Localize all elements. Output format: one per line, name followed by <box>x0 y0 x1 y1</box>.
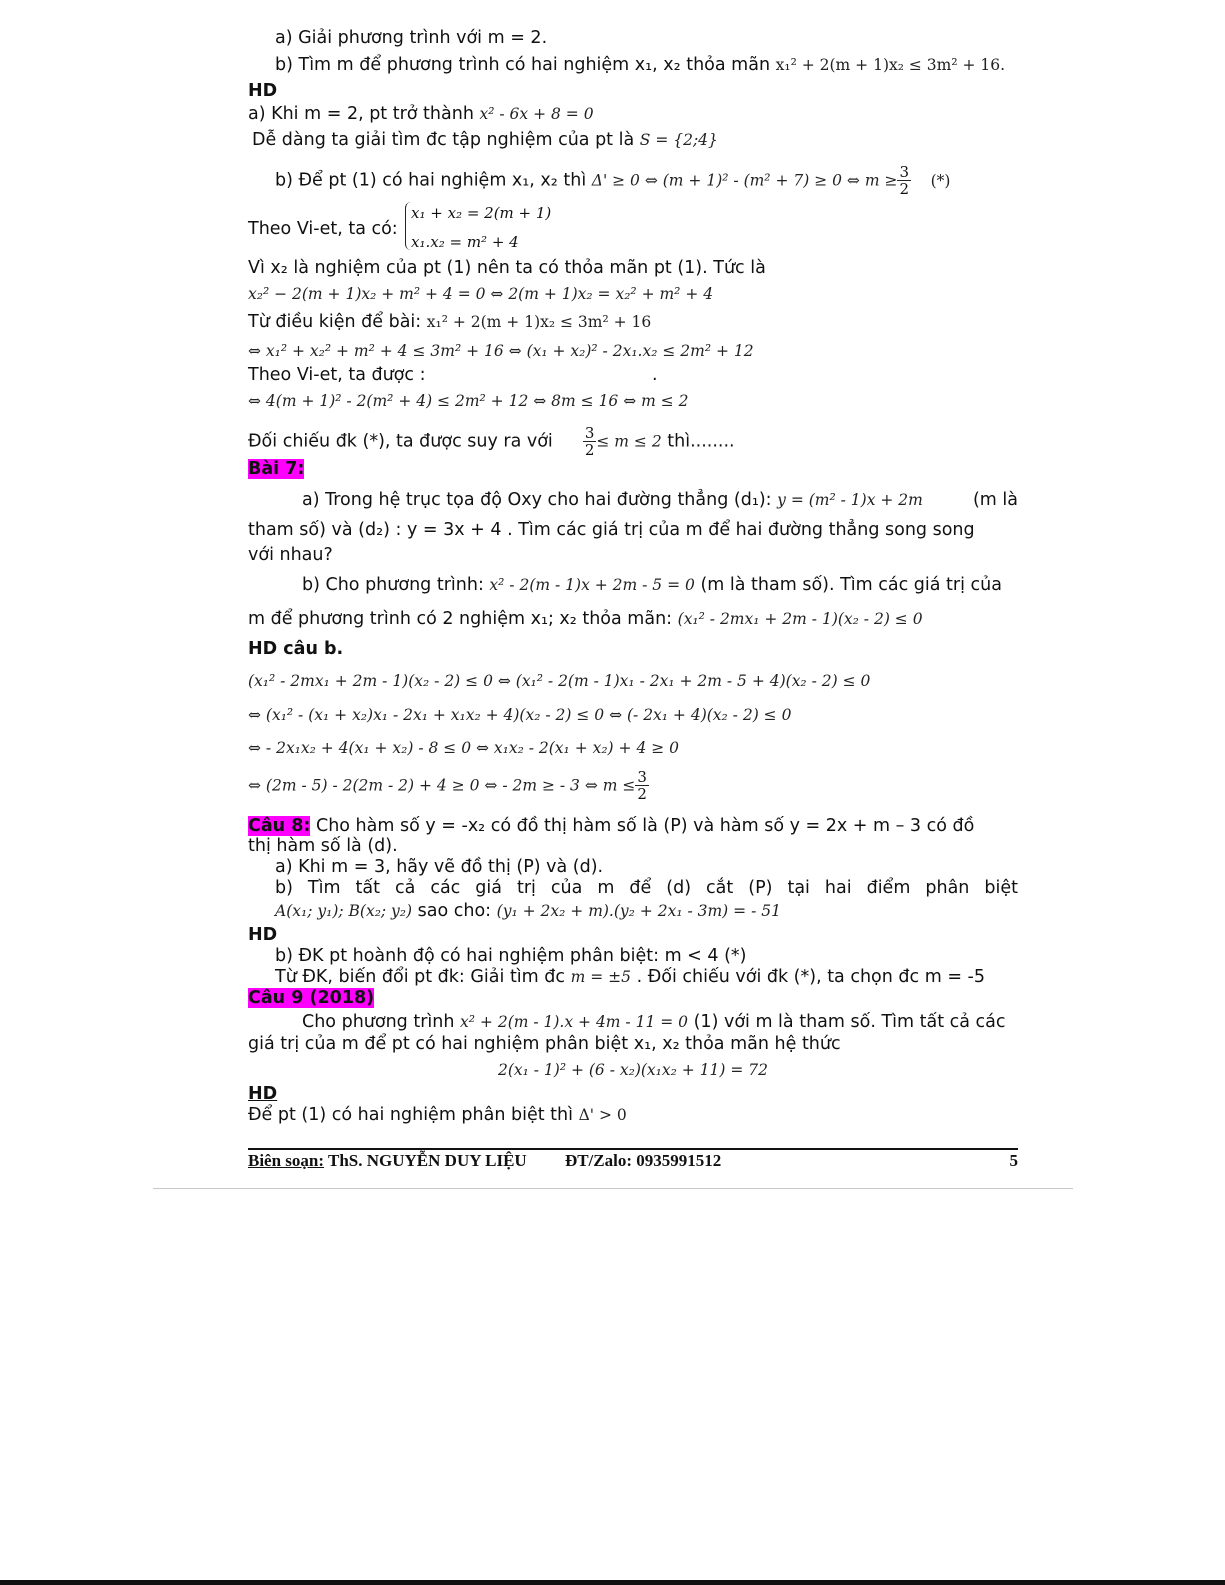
math-expression: ⇔ 4(m + 1)² - 2(m² + 4) ≤ 2m² + 12 ⇔ 8m ≤ 16 ⇔ m ≤ 2 <box>248 392 689 410</box>
math-expression: x₁² + 2(m + 1)x₂ ≤ 3m² + 16. <box>775 56 1006 74</box>
math-expression: ⇔ x₁² + x₂² + m² + 4 ≤ 3m² + 16 ⇔ (x₁ + x₂)² - 2x₁.x₂ ≤ 2m² + 12 <box>248 342 754 360</box>
footer-label: Biên soạn: <box>248 1151 325 1170</box>
text-line: Theo Vi-et, ta có: <box>248 219 398 239</box>
math-expression: (y₁ + 2x₂ + m).(y₂ + 2x₁ - 3m) = - 51 <box>496 902 781 920</box>
page-number: 5 <box>1009 1151 1018 1170</box>
math-expression: m = ±5 <box>570 968 631 986</box>
section-heading: HD <box>248 925 278 945</box>
math-expression: ⇔ - 2x₁x₂ + 4(x₁ + x₂) - 8 ≤ 0 ⇔ x₁x₂ - 2(x₁ + x₂) + 4 ≥ 0 <box>248 739 680 757</box>
text-line: a) Khi m = 2, pt trở thành x² - 6x + 8 = 0 <box>248 104 594 124</box>
text-line: a) Khi m = 3, hãy vẽ đồ thị (P) và (d). <box>275 857 604 877</box>
text-line: Theo Vi-et, ta được : . <box>248 365 658 385</box>
math-expression: x² - 6x + 8 = 0 <box>479 105 594 123</box>
footer-author: ThS. NGUYỄN DUY LIỆU <box>328 1151 527 1170</box>
fraction: $\frac{3}{2}$ <box>637 768 647 803</box>
page-footer <box>248 1150 1018 1172</box>
highlight-label: Bài 7: <box>248 459 305 479</box>
text-line: b) Tìm tất cả các giá trị của m để (d) cắt (P) tại hai điểm phân biệt <box>275 878 1018 898</box>
fraction: $\frac{3}{2}$ <box>899 163 909 198</box>
math-expression: x₂² − 2(m + 1)x₂ + m² + 4 = 0 ⇔ 2(m + 1)x₂ = x₂² + m² + 4 <box>248 285 714 303</box>
text-line: tham số) và (d₂) : y = 3x + 4 . Tìm các giá trị của m để hai đường thẳng song song <box>248 520 975 540</box>
footer-contact: ĐT/Zalo: 0935991512 <box>564 1151 722 1170</box>
math-expression: y = (m² - 1)x + 2m <box>777 491 923 509</box>
fraction: $\frac{3}{2}$ <box>584 424 595 459</box>
math-expression: Δ' > 0 <box>578 1106 627 1124</box>
exercise-heading <box>248 987 1018 1009</box>
text-line: với nhau? <box>248 545 333 565</box>
math-expression: Δ' ≥ 0 ⇔ (m + 1)² - (m² + 7) ≥ 0 ⇔ m ≥ <box>591 171 898 190</box>
section-heading: HD <box>248 81 278 101</box>
exercise-heading <box>248 458 1018 480</box>
text-line: Câu 8: Cho hàm số y = -x₂ có đồ thị hàm số là (P) và hàm số y = 2x + m – 3 có đồ <box>248 816 975 836</box>
math-expression: x² + 2(m - 1).x + 4m - 11 = 0 <box>460 1013 689 1031</box>
math-expression: x₁² + 2(m + 1)x₂ ≤ 3m² + 16 <box>426 313 652 331</box>
text-line: A(x₁; y₁); B(x₂; y₂) sao cho: (y₁ + 2x₂ + m).(y₂ + 2x₁ - 3m) = - 51 <box>275 901 781 921</box>
text-line: a) Trong hệ trục tọa độ Oxy cho hai đường thẳng (d₁): y = (m² - 1)x + 2m (m là <box>302 490 1018 510</box>
math-expression: x₁ + x₂ = 2(m + 1) <box>411 204 552 222</box>
section-heading: HD <box>248 1084 278 1104</box>
text-line: b) Tìm m để phương trình có hai nghiệm x₁, x₂ thỏa mãn x₁² + 2(m + 1)x₂ ≤ 3m² + 16. <box>275 55 1006 75</box>
text-line: giá trị của m để pt có hai nghiệm phân biệt x₁, x₂ thỏa mãn hệ thức <box>248 1034 841 1054</box>
math-expression: x₁.x₂ = m² + 4 <box>411 233 519 251</box>
text-line: m để phương trình có 2 nghiệm x₁; x₂ thỏa mãn: (x₁² - 2mx₁ + 2m - 1)(x₂ - 2) ≤ 0 <box>248 609 923 629</box>
math-expression: (x₁² - 2mx₁ + 2m - 1)(x₂ - 2) ≤ 0 <box>677 610 923 628</box>
highlight-label: Câu 9 (2018) <box>248 988 375 1008</box>
text-line: b) Để pt (1) có hai nghiệm x₁, x₂ thì Δ' ≥ 0 ⇔ (m + 1)² - (m² + 7) ≥ 0 ⇔ m ≥ $\frac{3}{2}$ (*) <box>275 163 951 198</box>
math-line <box>248 769 1018 802</box>
math-expression: ⇔ (2m - 5) - 2(2m - 2) + 4 ≥ 0 ⇔ - 2m ≥ - 3 ⇔ m ≤ <box>248 776 636 795</box>
section-heading: HD câu b. <box>248 639 344 659</box>
math-expression: A(x₁; y₁); B(x₂; y₂) <box>275 902 413 920</box>
math-expression: ≤ m ≤ 2 <box>596 432 662 451</box>
math-expression: (x₁² - 2mx₁ + 2m - 1)(x₂ - 2) ≤ 0 ⇔ (x₁² - 2(m - 1)x₁ - 2x₁ + 2m - 5 + 4)(x₂ - 2) ≤ 0 <box>248 672 871 690</box>
text-line: b) Cho phương trình: x² - 2(m - 1)x + 2m - 5 = 0 (m là tham số). Tìm các giá trị của <box>302 575 1002 595</box>
text-line: Dễ dàng ta giải tìm đc tập nghiệm của pt là S = {2;4} <box>252 130 718 150</box>
text-line: Từ điều kiện để bài: x₁² + 2(m + 1)x₂ ≤ 3m² + 16 <box>248 312 652 332</box>
text-line: Đối chiếu đk (*), ta được suy ra với $\frac{3}{2}$ ≤ m ≤ 2 thì........ <box>248 424 735 459</box>
text-line: Từ ĐK, biến đổi pt đk: Giải tìm đc m = ±5 . Đối chiếu với đk (*), ta chọn đc m = -5 <box>275 967 985 987</box>
text-line: thị hàm số là (d). <box>248 836 398 856</box>
highlight-label: Câu 8: <box>248 816 311 836</box>
math-expression: x² - 2(m - 1)x + 2m - 5 = 0 <box>489 576 695 594</box>
math-expression: S = {2;4} <box>639 131 718 149</box>
text-line: Vì x₂ là nghiệm của pt (1) nên ta có thỏa mãn pt (1). Tức là <box>248 258 766 278</box>
math-expression: 2(x₁ - 1)² + (6 - x₂)(x₁x₂ + 11) = 72 <box>497 1061 769 1079</box>
text-line: Cho phương trình x² + 2(m - 1).x + 4m - 11 = 0 (1) với m là tham số. Tìm tất cả các <box>302 1012 1006 1032</box>
text-line: b) ĐK pt hoành độ có hai nghiệm phân biệt: m < 4 (*) <box>275 946 747 966</box>
text-line: a) Giải phương trình với m = 2. <box>275 28 548 48</box>
text-line: Để pt (1) có hai nghiệm phân biệt thì Δ' > 0 <box>248 1105 627 1125</box>
page-separator <box>153 1188 1073 1189</box>
bottom-edge-bar <box>0 1580 1225 1585</box>
math-expression: ⇔ (x₁² - (x₁ + x₂)x₁ - 2x₁ + x₁x₂ + 4)(x₂ - 2) ≤ 0 ⇔ (- 2x₁ + 4)(x₂ - 2) ≤ 0 <box>248 706 792 724</box>
